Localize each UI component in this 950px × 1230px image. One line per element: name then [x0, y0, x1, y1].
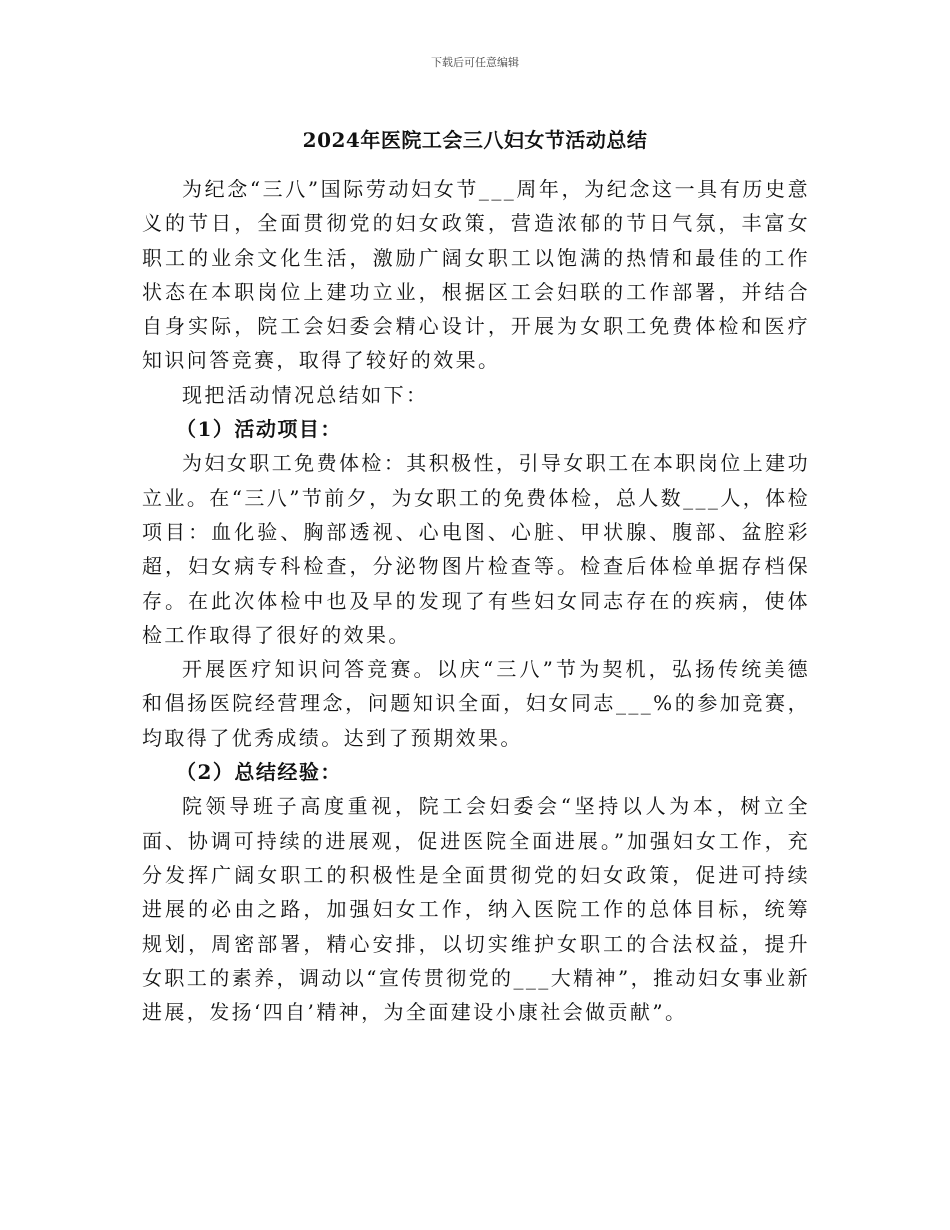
paragraph-quiz: 开展医疗知识问答竞赛。以庆“三八”节为契机，弘扬传统美德和倡扬医院经营理念，问题知识全面，妇女同志___%的参加竞赛，均取得了优秀成绩。达到了预期效果。	[142, 657, 810, 750]
paragraph-experience: 院领导班子高度重视，院工会妇委会“坚持以人为本，树立全面、协调可持续的进展观，促进医院全面进展。”加强妇女工作，充分发挥广阔女职工的积极性是全面贯彻党的妇女政策，促进可持续进展的必由之路，加强妇女工作，纳入医院工作的总体目标，统筹规划，周密部署，精心安排，以切实维护女职工的合法权益，提升女职工的素养，调动以“宣传贯彻党的___大精神”，推动妇女事业新进展，发扬‘四自’精神，为全面建设小康社会做贡献”。	[142, 794, 810, 1025]
paragraph-intro: 为纪念“三八”国际劳动妇女节___周年，为纪念这一具有历史意义的节日，全面贯彻党的妇女政策，营造浓郁的节日气氛，丰富女职工的业余文化生活，激励广阔女职工以饱满的热情和最佳的工作状态在本职岗位上建功立业，根据区工会妇联的工作部署，并结合自身实际，院工会妇委会精心设计，开展为女职工免费体检和医疗知识问答竞赛，取得了较好的效果。	[142, 177, 810, 373]
paragraph-summary-lead: 现把活动情况总结如下：	[182, 382, 429, 407]
document-title: 2024年医院工会三八妇女节活动总结	[302, 128, 648, 152]
paragraph-health-check: 为妇女职工免费体检：其积极性，引导女职工在本职岗位上建功立业。在“三八”节前夕，为女职工的免费体检，总人数___人，体检项目：血化验、胸部透视、心电图、心脏、甲状腺、腹部、盆腔彩超，妇女病专科检查，分泌物图片检查等。检查后体检单据存档保存。在此次体检中也及早的发现了有些妇女同志存在的疾病，使体检工作取得了很好的效果。	[142, 451, 810, 647]
section-heading-experience: （2）总结经验：	[176, 760, 342, 785]
section-heading-activities: （1）活动项目：	[176, 417, 342, 442]
document-body	[142, 172, 810, 1029]
header-note: 下载后可任意编辑	[431, 56, 519, 69]
